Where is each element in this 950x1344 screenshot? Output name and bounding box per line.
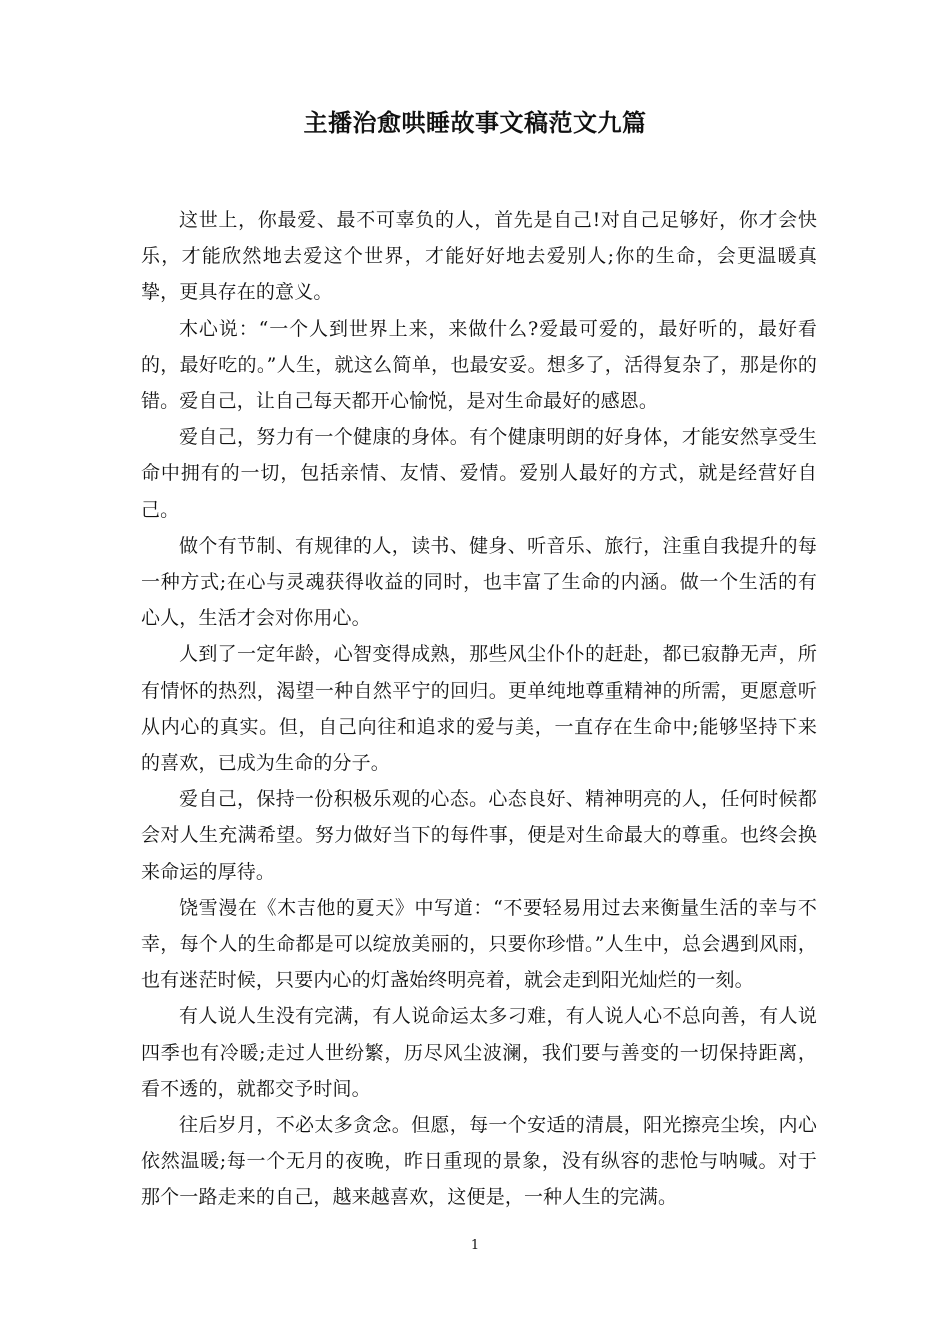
document-title: 主播治愈哄睡故事文稿范文九篇 [303, 108, 647, 137]
paragraph-6: 爱自己，保持一份积极乐观的心态。心态良好、精神明亮的人，任何时候都会对人生充满希望。努力做好当下的每件事，便是对生命最大的尊重。也终会换来命运的厚待。 [141, 788, 817, 883]
paragraph-8: 有人说人生没有完满，有人说命运太多刁难，有人说人心不总向善，有人说四季也有冷暖;走过人世纷繁，历尽风尘波澜，我们要与善变的一切保持距离，看不透的，就都交予时间。 [141, 1005, 817, 1100]
paragraph-5: 人到了一定年龄，心智变得成熟，那些风尘仆仆的赶赴，都已寂静无声，所有情怀的热烈，渴望一种自然平宁的回归。更单纯地尊重精神的所需，更愿意听从内心的真实。但，自己向往和追求的爱与美，一直存在生命中;能够坚持下来的喜欢，已成为生命的分子。 [141, 643, 817, 775]
document-body [141, 202, 817, 1216]
paragraph-7: 饶雪漫在《木吉他的夏天》中写道：“不要轻易用过去来衡量生活的幸与不幸，每个人的生命都是可以绽放美丽的，只要你珍惜。”人生中，总会遇到风雨，也有迷茫时候，只要内心的灯盏始终明亮着，就会走到阳光灿烂的一刻。 [141, 896, 817, 992]
paragraph-1: 这世上，你最爱、最不可辜负的人，首先是自己!对自己足够好，你才会快乐，才能欣然地去爱这个世界，才能好好地去爱别人;你的生命，会更温暖真挚，更具存在的意义。 [141, 209, 817, 304]
page-number: 1 [470, 1238, 480, 1253]
paragraph-4: 做个有节制、有规律的人，读书、健身、听音乐、旅行，注重自我提升的每一种方式;在心与灵魂获得收益的同时，也丰富了生命的内涵。做一个生活的有心人，生活才会对你用心。 [141, 534, 817, 630]
paragraph-2: 木心说：“一个人到世界上来，来做什么?爱最可爱的，最好听的，最好看的，最好吃的。”人生，就这么简单，也最安妥。想多了，活得复杂了，那是你的错。爱自己，让自己每天都开心愉悦，是对生命最好的感恩。 [141, 317, 817, 413]
paragraph-3: 爱自己，努力有一个健康的身体。有个健康明朗的好身体，才能安然享受生命中拥有的一切，包括亲情、友情、爱情。爱别人最好的方式，就是经营好自己。 [141, 426, 817, 521]
paragraph-9: 往后岁月，不必太多贪念。但愿，每一个安适的清晨，阳光擦亮尘埃，内心依然温暖;每一个无月的夜晚，昨日重现的景象，没有纵容的悲怆与呐喊。对于那个一路走来的自己，越来越喜欢，这便是，一种人生的完满。 [141, 1114, 817, 1209]
